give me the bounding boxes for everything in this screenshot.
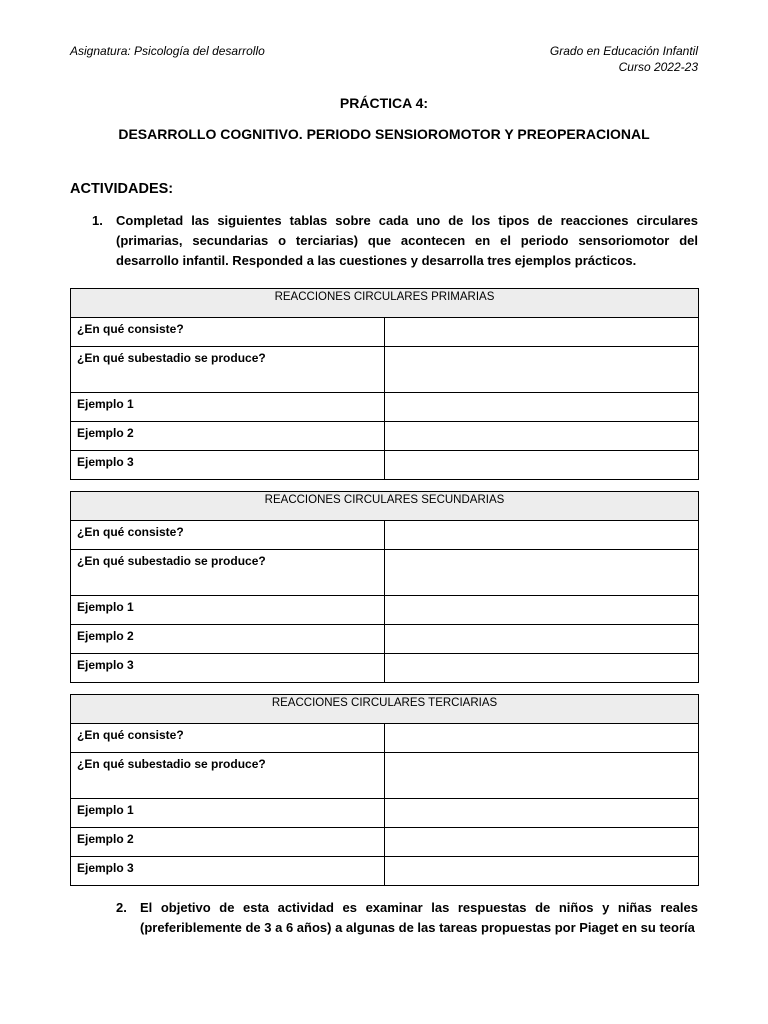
activity-number: 2.	[116, 900, 127, 915]
header-course: Curso 2022-23	[618, 60, 698, 74]
answer-cell[interactable]	[385, 596, 699, 625]
answer-cell[interactable]	[385, 318, 699, 347]
header-course-info	[550, 43, 698, 75]
answer-cell[interactable]	[385, 451, 699, 480]
row-label: Ejemplo 3	[71, 451, 385, 480]
row-label: Ejemplo 1	[71, 596, 385, 625]
table-primary-reactions	[70, 288, 699, 480]
answer-cell[interactable]	[385, 625, 699, 654]
activity-item-1	[92, 211, 698, 271]
answer-cell[interactable]	[385, 753, 699, 799]
row-label: Ejemplo 3	[71, 654, 385, 683]
activity-text: El objetivo de esta actividad es examinar las respuestas de niños y niñas reales (preferiblemente de 3 a 6 años) a algunas de las tareas propuestas por Piaget en su teoría	[140, 900, 698, 935]
answer-cell[interactable]	[385, 347, 699, 393]
answer-cell[interactable]	[385, 550, 699, 596]
row-label: Ejemplo 1	[71, 393, 385, 422]
table-heading: REACCIONES CIRCULARES PRIMARIAS	[71, 289, 699, 318]
row-label: ¿En qué consiste?	[71, 724, 385, 753]
row-label: ¿En qué consiste?	[71, 318, 385, 347]
activity-text: Completad las siguientes tablas sobre cada uno de los tipos de reacciones circulares (primarias, secundarias o terciarias) que acontecen en el periodo sensoriomotor del desarrollo infantil. Responded a las cuestiones y desarrolla tres ejemplos prácticos.	[116, 213, 698, 268]
row-label: ¿En qué subestadio se produce?	[71, 550, 385, 596]
table-secondary-reactions	[70, 491, 699, 683]
header-degree: Grado en Educación Infantil	[549, 44, 698, 58]
activities-heading: ACTIVIDADES:	[70, 181, 174, 197]
header-subject: Asignatura: Psicología del desarrollo	[70, 44, 265, 58]
practice-title: PRÁCTICA 4:	[339, 95, 429, 111]
answer-cell[interactable]	[385, 724, 699, 753]
table-heading: REACCIONES CIRCULARES TERCIARIAS	[71, 695, 699, 724]
answer-cell[interactable]	[385, 857, 699, 886]
row-label: ¿En qué consiste?	[71, 521, 385, 550]
answer-cell[interactable]	[385, 521, 699, 550]
answer-cell[interactable]	[385, 654, 699, 683]
row-label: Ejemplo 2	[71, 625, 385, 654]
row-label: Ejemplo 1	[71, 799, 385, 828]
table-tertiary-reactions	[70, 694, 699, 886]
row-label: Ejemplo 2	[71, 422, 385, 451]
answer-cell[interactable]	[385, 393, 699, 422]
answer-cell[interactable]	[385, 828, 699, 857]
row-label: Ejemplo 2	[71, 828, 385, 857]
row-label: ¿En qué subestadio se produce?	[71, 753, 385, 799]
activity-number: 1.	[92, 213, 103, 228]
answer-cell[interactable]	[385, 422, 699, 451]
practice-topic: DESARROLLO COGNITIVO. PERIODO SENSIOROMOTOR Y PREOPERACIONAL	[118, 126, 650, 142]
table-heading: REACCIONES CIRCULARES SECUNDARIAS	[71, 492, 699, 521]
row-label: ¿En qué subestadio se produce?	[71, 347, 385, 393]
activity-item-2	[116, 898, 698, 938]
row-label: Ejemplo 3	[71, 857, 385, 886]
answer-cell[interactable]	[385, 799, 699, 828]
